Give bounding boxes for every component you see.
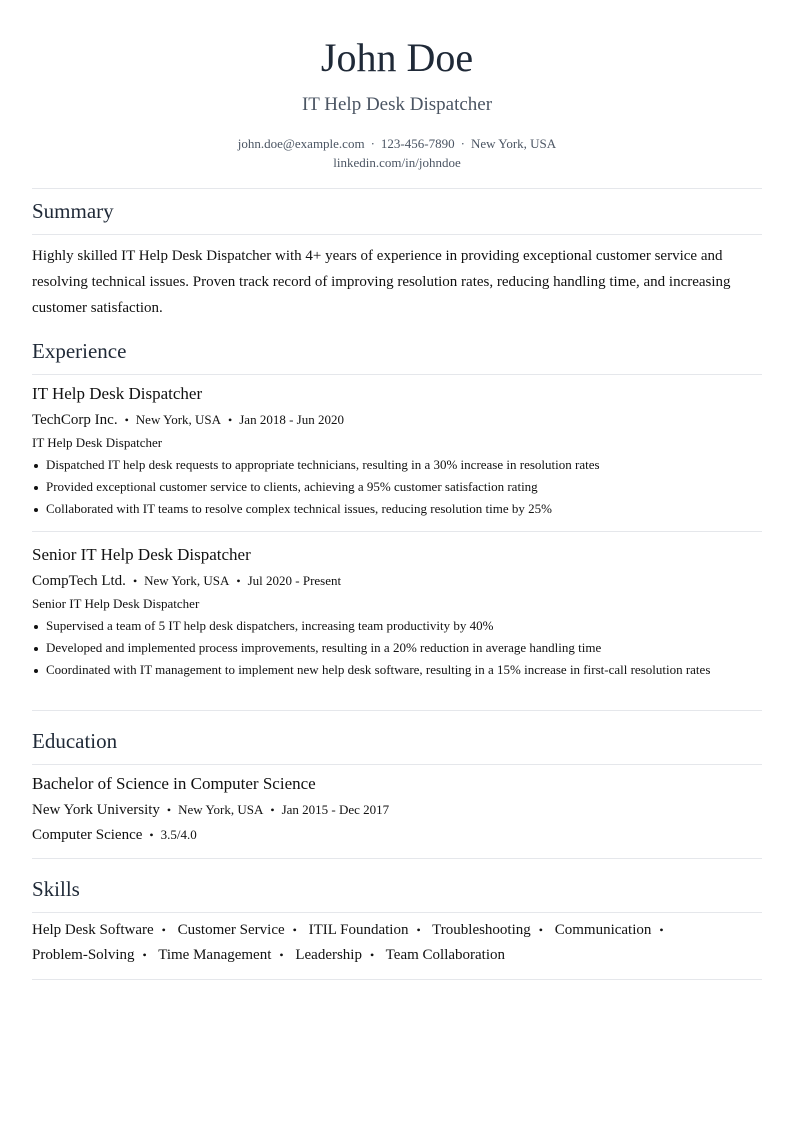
contact-separator: · [370, 136, 375, 151]
job-dates: Jan 2018 - Jun 2020 [239, 412, 344, 427]
divider [32, 912, 762, 913]
experience-heading: Experience [32, 339, 127, 363]
job-role: IT Help Desk Dispatcher [32, 435, 163, 450]
job-dates: Jul 2020 - Present [247, 573, 342, 588]
skill-item: Communication [554, 922, 652, 938]
skill-item: Troubleshooting [432, 922, 531, 938]
divider [32, 710, 762, 711]
list-item: Developed and implemented process improvements, resulting in a 20% reduction in average handling time [32, 639, 762, 657]
list-item: Dispatched IT help desk requests to appropriate technicians, resulting in a 30% increase in resolution rates [32, 456, 762, 474]
phone-text: 123-456-7890 [380, 136, 455, 151]
company-name: CompTech Ltd. [32, 573, 126, 589]
list-item: Supervised a team of 5 IT help desk dispatchers, increasing team productivity by 40% [32, 617, 762, 635]
job-meta: TechCorp Inc. • New York, USA • Jan 2018 - Jun 2020 [32, 412, 344, 428]
list-item: Provided exceptional customer service to clients, achieving a 95% customer satisfaction rating [32, 478, 762, 496]
list-item: Collaborated with IT teams to resolve complex technical issues, reducing resolution time by 25% [32, 500, 762, 518]
job-title: IT Help Desk Dispatcher [32, 384, 203, 403]
degree-title: Bachelor of Science in Computer Science [32, 774, 316, 793]
skill-item: ITIL Foundation [308, 922, 409, 938]
education-dates: Jan 2015 - Dec 2017 [281, 802, 390, 817]
skills-list: Help Desk Software • Customer Service • ITIL Foundation • Troubleshooting • Communication • Problem-Solving • Time Management • Leadership • Team Collaboration [32, 922, 664, 963]
candidate-name: John Doe [320, 35, 474, 80]
skill-item: Customer Service [177, 922, 285, 938]
education-meta: New York University • New York, USA • Jan 2015 - Dec 2017 [32, 802, 390, 818]
education-field-line: Computer Science • 3.5/4.0 [32, 827, 197, 843]
summary-heading: Summary [32, 199, 114, 223]
divider [32, 234, 762, 235]
skills-heading: Skills [32, 877, 80, 901]
email-link[interactable]: john.doe@example.com [237, 136, 365, 151]
divider [32, 764, 762, 765]
skill-item: Team Collaboration [385, 947, 506, 963]
contact-line [32, 135, 762, 153]
job-bullets [32, 617, 762, 683]
company-name: TechCorp Inc. [32, 412, 118, 428]
job-role: Senior IT Help Desk Dispatcher [32, 596, 200, 611]
divider [32, 188, 762, 189]
education-heading: Education [32, 729, 118, 753]
job-title: Senior IT Help Desk Dispatcher [32, 545, 251, 564]
job-location: New York, USA [135, 412, 222, 427]
job-meta: CompTech Ltd. • New York, USA • Jul 2020 - Present [32, 573, 342, 589]
list-item: Coordinated with IT management to implement new help desk software, resulting in a 15% increase in first-call resolution rates [32, 661, 762, 679]
job-bullets [32, 456, 762, 522]
divider [32, 531, 762, 532]
skill-item: Leadership [295, 947, 362, 963]
field-of-study: Computer Science [32, 827, 143, 843]
skill-item: Problem-Solving [32, 947, 135, 963]
candidate-title: IT Help Desk Dispatcher [301, 94, 493, 115]
school-location: New York, USA [178, 802, 264, 817]
linkedin-link[interactable]: linkedin.com/in/johndoe [333, 155, 461, 170]
job-location: New York, USA [144, 573, 230, 588]
gpa-value: 3.5/4.0 [160, 827, 197, 842]
location-text: New York, USA [470, 136, 557, 151]
school-name: New York University [32, 802, 160, 818]
divider [32, 979, 762, 980]
divider [32, 858, 762, 859]
skill-item: Help Desk Software [32, 922, 154, 938]
divider [32, 374, 762, 375]
summary-text: Highly skilled IT Help Desk Dispatcher with 4+ years of experience in providing exceptional customer service and resolving technical issues. Proven track record of improving resolution rates, reducing handling time, and increasing customer satisfaction. [32, 248, 731, 316]
contact-separator: · [460, 136, 465, 151]
skill-item: Time Management [158, 947, 272, 963]
